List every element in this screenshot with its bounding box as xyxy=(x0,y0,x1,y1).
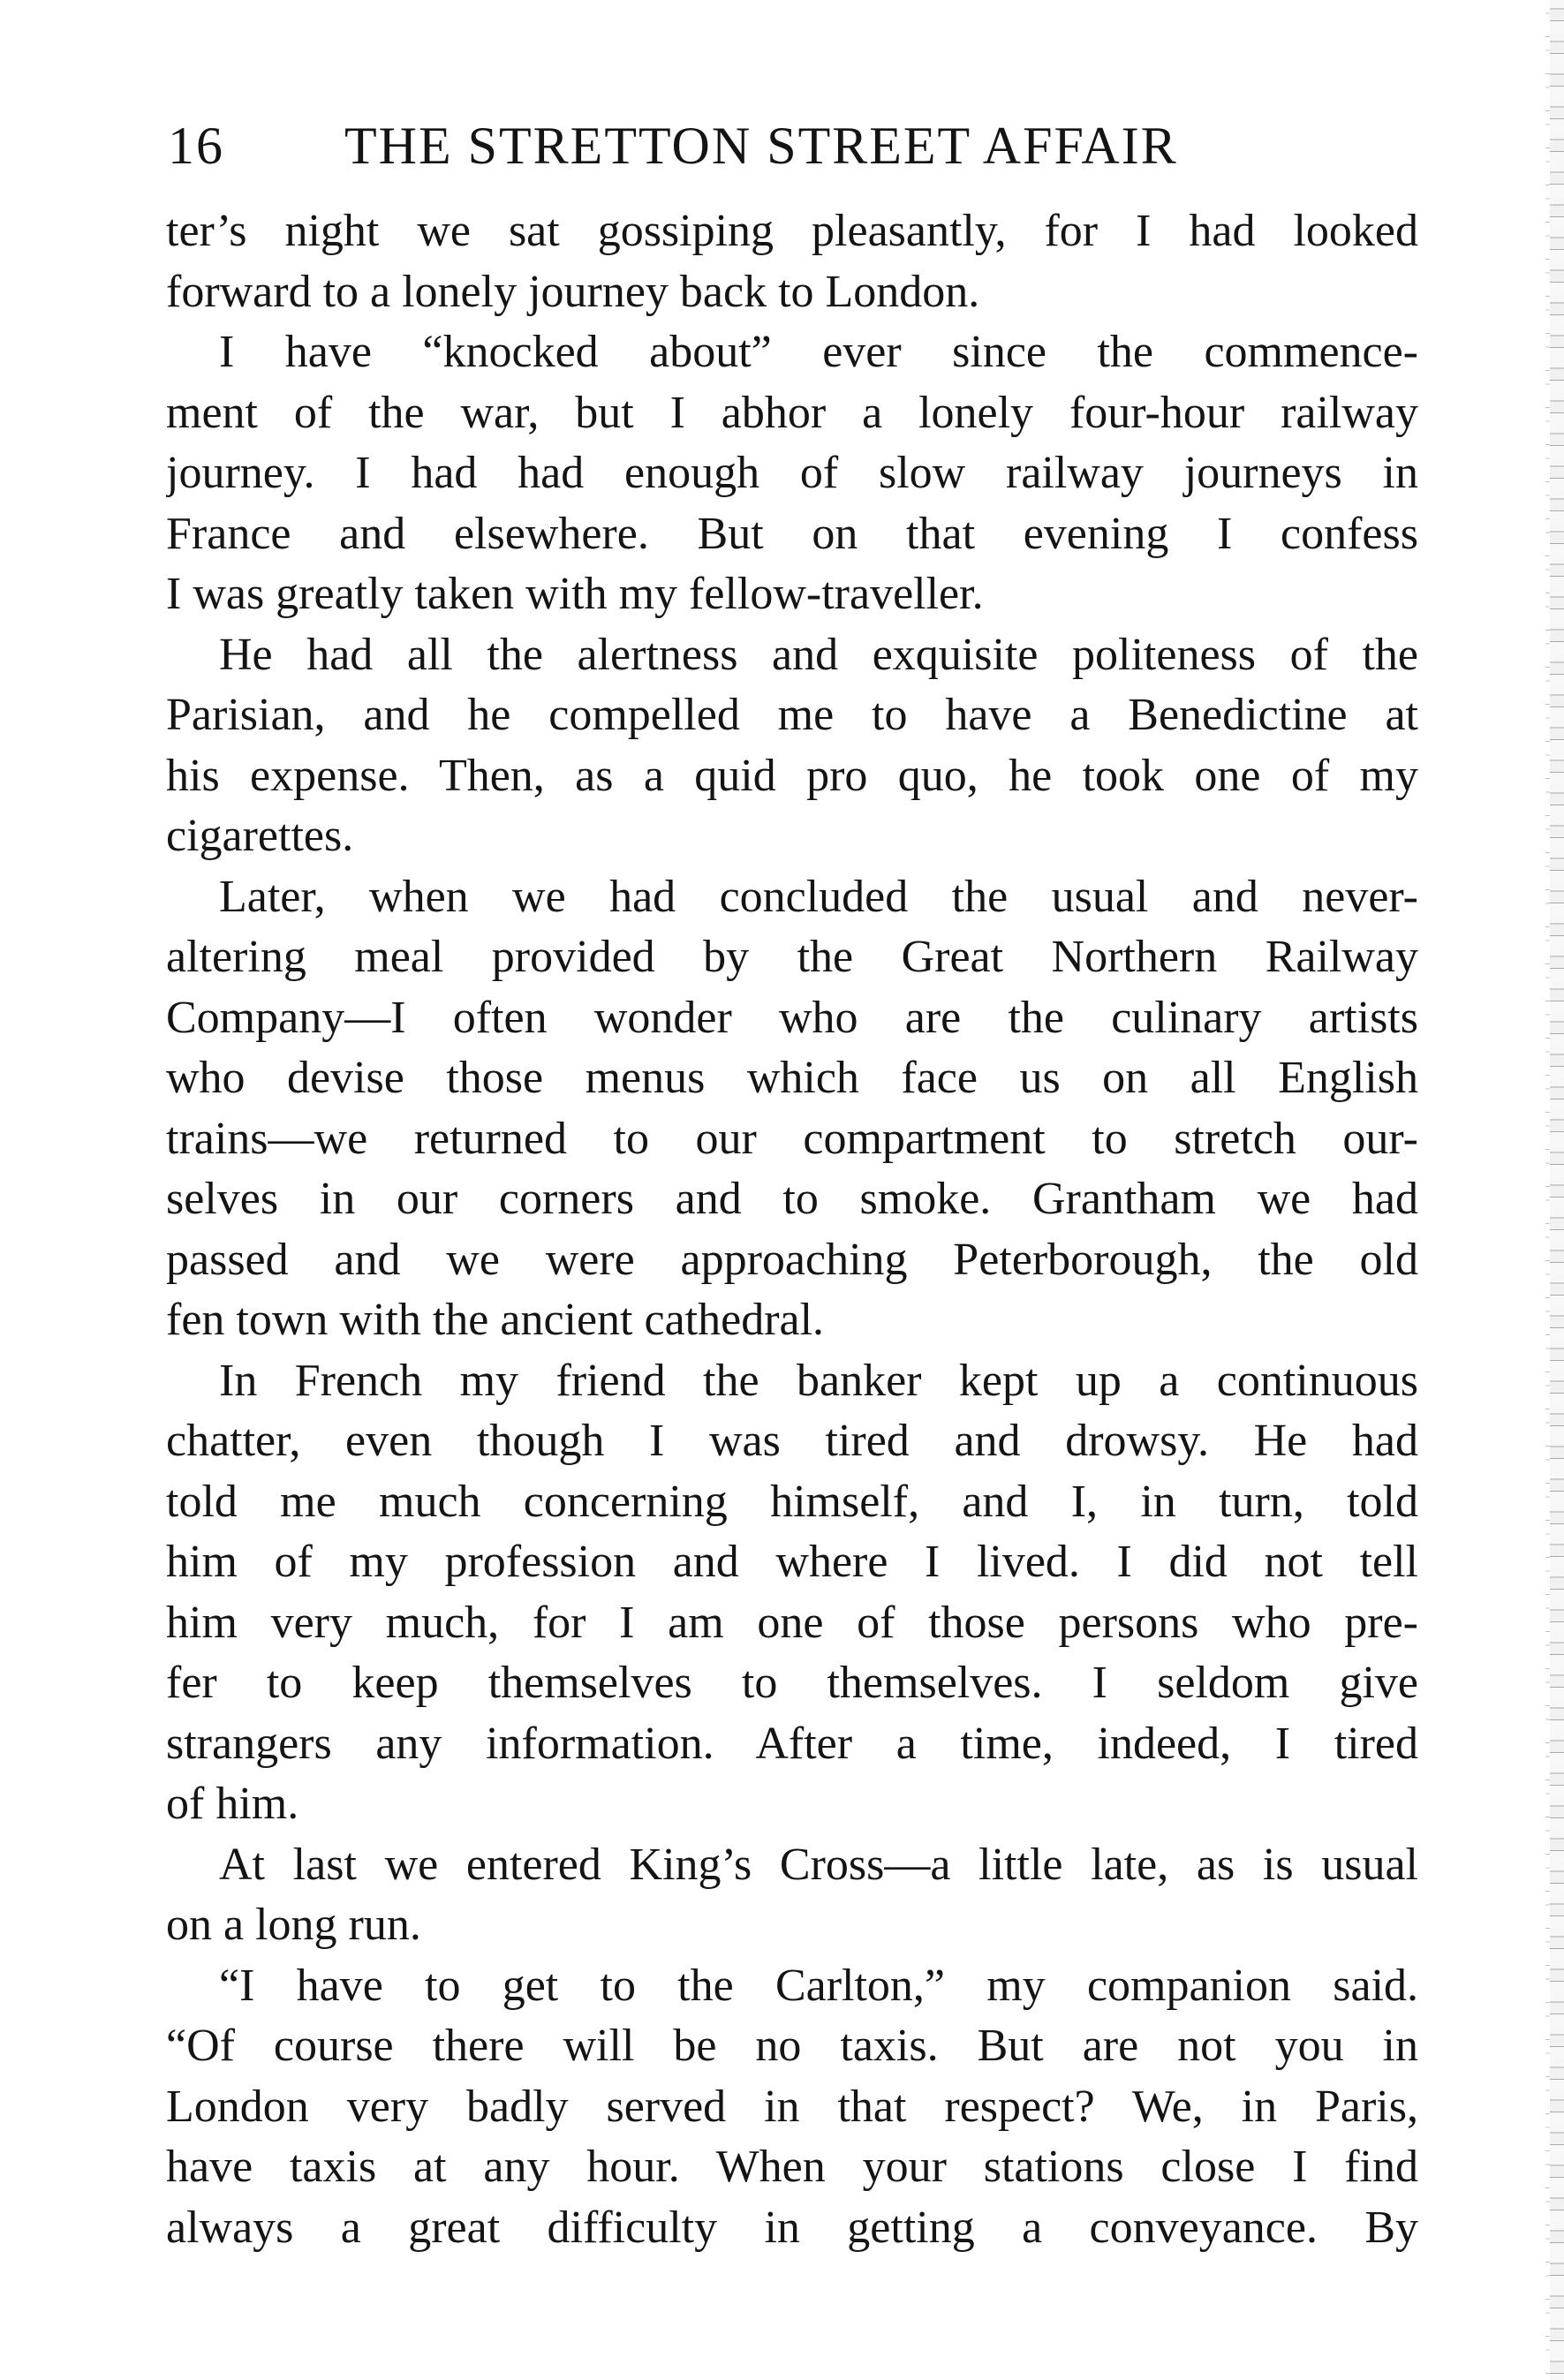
text-line: France and elsewhere. But on that evening I confess xyxy=(166,508,1418,559)
text-line: I was greatly taken with my fellow-traveller. xyxy=(166,569,984,619)
running-title: THE STRETTON STREET AFFAIR xyxy=(344,117,1178,175)
scan-edge xyxy=(1550,0,1564,2380)
text-line: of him. xyxy=(166,1779,299,1829)
text-line: I have “knocked about” ever since the commence- xyxy=(219,327,1418,377)
text-line: passed and we were approaching Peterborough, the old xyxy=(166,1234,1418,1285)
text-line: At last we entered King’s Cross—a little late, as is usual xyxy=(219,1839,1418,1890)
page-number: 16 xyxy=(168,117,224,175)
text-line: his expense. Then, as a quid pro quo, he took one of my xyxy=(166,750,1418,801)
text-line: “Of course there will be no taxis. But are not you in xyxy=(166,2021,1418,2071)
text-line: trains—we returned to our compartment to stretch our- xyxy=(166,1113,1418,1164)
text-line: always a great difficulty in getting a conveyance. By xyxy=(166,2202,1418,2253)
text-line: ment of the war, but I abhor a lonely four-hour railway xyxy=(166,387,1418,438)
text-line: London very badly served in that respect? We, in Paris, xyxy=(166,2081,1418,2132)
text-line: ter’s night we sat gossiping pleasantly, for I had looked xyxy=(166,206,1418,256)
text-line: altering meal provided by the Great Northern Railway xyxy=(166,932,1418,982)
text-line: Parisian, and he compelled me to have a Benedictine at xyxy=(166,690,1418,740)
text-line: journey. I had had enough of slow railway journeys in xyxy=(166,448,1418,498)
text-line: fer to keep themselves to themselves. I seldom give xyxy=(166,1658,1418,1708)
text-line: Company—I often wonder who are the culinary artists xyxy=(166,992,1418,1043)
text-line: In French my friend the banker kept up a continuous xyxy=(219,1355,1418,1406)
text-line: cigarettes. xyxy=(166,811,354,861)
text-line: told me much concerning himself, and I, in turn, told xyxy=(166,1476,1418,1527)
text-line: who devise those menus which face us on all English xyxy=(166,1053,1418,1103)
body-text xyxy=(166,201,1418,2258)
text-line: him of my profession and where I lived. I did not tell xyxy=(166,1537,1418,1587)
text-line: chatter, even though I was tired and drowsy. He had xyxy=(166,1416,1418,1466)
text-line: He had all the alertness and exquisite politeness of the xyxy=(219,629,1418,680)
text-line: him very much, for I am one of those persons who pre- xyxy=(166,1597,1418,1648)
text-line: selves in our corners and to smoke. Grantham we had xyxy=(166,1174,1418,1224)
text-line: Later, when we had concluded the usual and never- xyxy=(219,871,1418,922)
running-header xyxy=(168,106,1422,185)
text-line: on a long run. xyxy=(166,1900,421,1950)
text-line: forward to a lonely journey back to London. xyxy=(166,266,980,317)
text-line: fen town with the ancient cathedral. xyxy=(166,1295,825,1345)
text-line: have taxis at any hour. When your stations close I find xyxy=(166,2142,1418,2192)
text-line: “I have to get to the Carlton,” my companion said. xyxy=(219,1960,1418,2011)
text-line: strangers any information. After a time, indeed, I tired xyxy=(166,1718,1418,1769)
